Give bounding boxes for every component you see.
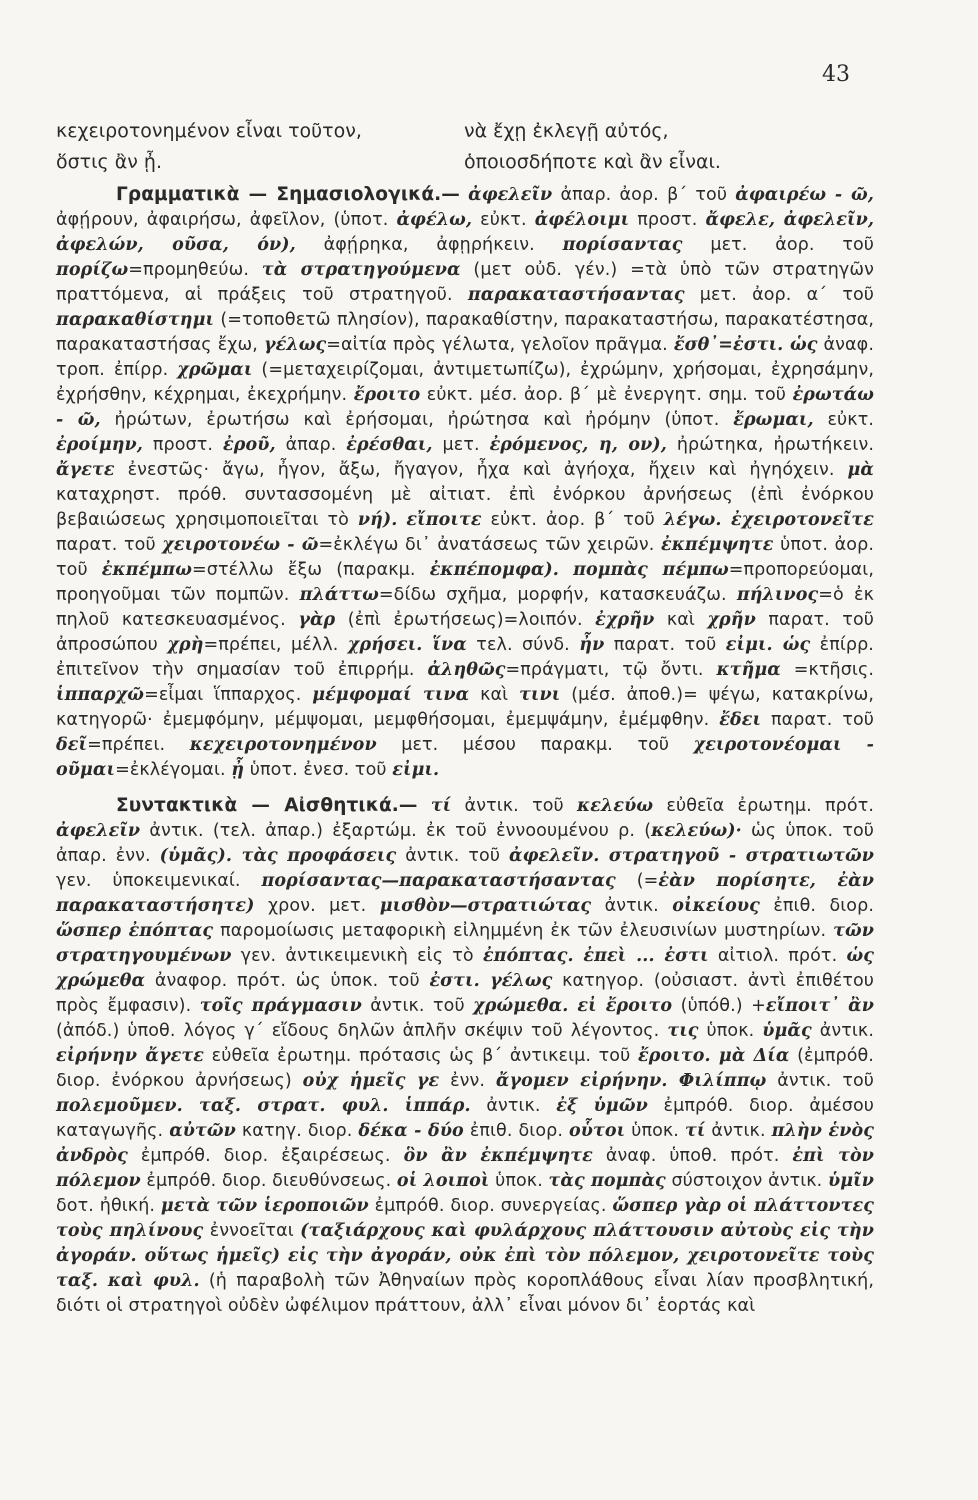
greek-term: τῶν στρατηγουμένων [56, 921, 874, 966]
greek-term: ἐπὶ τὸν πόλεμον [56, 1146, 874, 1191]
commentary-text: προστ. [629, 210, 706, 230]
commentary-text: =ὁ ἐκ πηλοῦ κατεσκευασμένος. [56, 585, 874, 630]
commentary-text: =ἐκλέγομαι. [115, 760, 232, 780]
commentary-text: =αἰτία πρὸς γέλωτα, γελοῖον πρᾶγμα. [326, 335, 674, 355]
commentary-text: ἀπαρ. ἀορ. β΄ τοῦ [552, 185, 736, 205]
greek-term: χρήσει. ἵνα [347, 635, 467, 655]
greek-term: παρακαθίστημι [56, 310, 215, 330]
commentary-text: =πρέπει, μέλλ. [203, 635, 348, 655]
greek-term: ᾖ [231, 760, 245, 780]
greek-term: πλὴν ἑνὸς ἀνδρὸς [56, 1121, 874, 1166]
greek-term: ἀληθῶς [427, 660, 506, 680]
commentary-text: (μέσ. ἀποθ.)= ψέγω, κατακρίνω, κατηγορῶ· ἐμεμφόμην, μέμψομαι, μεμφθήσομαι, ἐμεμψάμην, ἐμέμφθην. [56, 685, 874, 730]
commentary-text: (ἡ παραβολὴ τῶν Ἀθηναίων πρὸς κοροπλάθους εἶναι λίαν προσβλητική, διότι οἱ στρατηγοὶ οὐδὲν ὠφέλιμον πράττουν, ἀλλ᾽ εἶναι μόνον δι᾽ ἑορτάς καὶ [56, 1271, 874, 1316]
greek-term: οἱ λοιποὶ [396, 1171, 490, 1191]
greek-term: τί [684, 1121, 706, 1141]
commentary-text: ἀντικ. [470, 1096, 557, 1116]
greek-term: ἔροιτο. μὰ Δία [638, 1046, 790, 1066]
greek-term: εἴποιτε [406, 510, 482, 530]
commentary-text: (μετ οὐδ. γέν.) =τὰ ὑπὸ τῶν στρατηγῶν πραττόμενα, αἱ πράξεις τοῦ στρατηγοῦ. [56, 260, 874, 305]
greek-term: τὰς πομπὰς [548, 1171, 666, 1191]
commentary-text: ἀντικ. [591, 896, 673, 916]
commentary-text: =δίδω σχῆμα, μορφήν, κατασκευάζω. [378, 585, 737, 605]
commentary-text: =προμηθεύω. [128, 260, 262, 280]
commentary-text: ἠρώτηκα, ἠρωτήκειν. [666, 435, 874, 455]
greek-term: οἰκείους [672, 896, 760, 916]
commentary-text: ἀναφ. ὑποθ. πρότ. [592, 1146, 793, 1166]
commentary-text: =πράγματι, τῷ ὄντι. [505, 660, 717, 680]
greek-term: τοῖς πράγμασιν [199, 996, 362, 1016]
greek-term: εἰμι. ὡς [725, 635, 811, 655]
greek-term: ἀφέλω, [396, 210, 473, 230]
greek-term: ἀφελεῖν [56, 821, 141, 841]
greek-term: πορίζω [56, 260, 129, 280]
commentary-text: ἀναφορ. πρότ. ὡς ὑποκ. τοῦ [145, 971, 430, 991]
greek-term: χειροτονέω - ῶ [162, 535, 319, 555]
commentary-text: ἐμπρόθ. διορ. διευθύνσεως. [140, 1171, 397, 1191]
section-heading: Συντακτικὰ — Αἰσθητικά.— [116, 795, 418, 816]
greek-term: ἀφελεῖν. στρατηγοῦ - στρατιωτῶν [509, 846, 875, 866]
commentary-text: (ἐπὶ ἐρωτήσεως)=λοιπόν. [335, 610, 596, 630]
greek-term: τινι [519, 685, 561, 705]
commentary-text: ἠρώτων, ἐρωτήσω καὶ ἐρήσομαι, ἠρώτησα καὶ ἠρόμην (ὑποτ. [100, 410, 734, 430]
couplet-original: κεχειροτονημένον εἶναι τοῦτον, [56, 120, 362, 142]
commentary-text: εὐθεῖα ἐρωτημ. πρότασις ὡς β΄ ἀντικειμ. τοῦ [203, 1046, 639, 1066]
greek-term: πήλινος [736, 585, 819, 605]
greek-term: πομπὰς πέμπω [573, 560, 729, 580]
commentary-text: (=μεταχειρίζομαι, ἀντιμετωπίζω), ἐχρώμην, χρήσομαι, ἐχρησάμην, ἐχρήσθην, κέχρημαι, ἐκεχρήμην. [56, 360, 874, 405]
grammar-section [56, 182, 874, 783]
commentary-text: παρομοίωσις μεταφορικὴ εἰλημμένη ἐκ τῶν ἐλευσινίων μυστηρίων. [213, 921, 834, 941]
commentary-text: ὑποτ. ἀορ. τοῦ [56, 535, 874, 580]
greek-term: εἰρήνην ἄγετε [56, 1046, 204, 1066]
commentary-text: =προπορεύομαι, προηγοῦμαι τῶν πομπῶν. [56, 560, 874, 605]
greek-term: ἐκπέμπω [101, 560, 192, 580]
commentary-text: παρατ. τοῦ ἀπροσώπου [56, 610, 874, 655]
greek-term: πορίσαντας [562, 235, 683, 255]
greek-term: ἐρόμενος, η, ον), [489, 435, 667, 455]
greek-term: ἱππαρχῶ [56, 685, 145, 705]
couplet-row [56, 116, 916, 147]
greek-term: πορίσαντας—παρακαταστήσαντας [261, 871, 616, 891]
greek-term: ἦν [579, 635, 605, 655]
commentary-text: χρον. μετ. [254, 896, 380, 916]
greek-term: οὗτοι [569, 1121, 626, 1141]
greek-term: ἐρέσθαι, [346, 435, 433, 455]
greek-term: ἐπόπτας. ἐπεὶ ... ἐστι [482, 946, 709, 966]
commentary-text: ἐμπρόθ. διορ. συνεργείας. [368, 1196, 613, 1216]
commentary-body [56, 182, 874, 1319]
commentary-text: παρατ. τοῦ [761, 710, 874, 730]
greek-term: τὰ στρατηγούμενα [261, 260, 461, 280]
commentary-text: μετ. ἀορ. τοῦ [682, 235, 875, 255]
commentary-text: ὑποκ. [698, 1021, 763, 1041]
greek-term: (ταξιάρχους καὶ φυλάρχους πλάττουσιν αὐτοὺς εἰς τὴν ἀγοράν. οὕτως ἡμεῖς) εἰς τὴν ἀγοράν, οὐκ ἐπὶ τὸν πόλεμον, χειροτονεῖτε τοὺς ταξ. καὶ φυλ. [56, 1221, 874, 1291]
greek-term: ἐροῦ, [222, 435, 276, 455]
greek-term: ὡς χρώμεθα [56, 946, 874, 991]
greek-term: ἐρωτάω - ῶ, [56, 385, 875, 430]
commentary-text: =πρέπει. [87, 735, 190, 755]
commentary-text: (=τοποθετῶ πλησίον), παρακαθίστην, παρακαταστήσω, παρακατέστησα, παρακαταστήσας ἔχω, [56, 310, 874, 355]
commentary-text: ὡς ὑποκ. τοῦ ἀπαρ. ἐνν. [56, 821, 874, 866]
greek-term: ὑμᾶς [762, 1021, 812, 1041]
commentary-text: ἐπιθ. διορ. [759, 896, 874, 916]
commentary-text: εὐκτ. [472, 210, 535, 230]
greek-term: μετὰ τῶν ἱεροποιῶν [160, 1196, 369, 1216]
commentary-text: (= [615, 871, 659, 891]
commentary-text: ἐμπρόθ. διορ. ἐξαιρέσεως. [127, 1146, 404, 1166]
greek-term: χρώμεθα. εἰ ἔροιτο [473, 996, 673, 1016]
commentary-text: ἀντικ. [705, 1121, 772, 1141]
greek-term: δεῖ [56, 735, 88, 755]
commentary-text: ἐμπρόθ. διορ. ἀμέσου καταγωγῆς. [56, 1096, 874, 1141]
greek-term: ἀφαιρέω - ῶ, [735, 185, 874, 205]
greek-term: μέμφομαί τινα [312, 685, 470, 705]
commentary-text: ὑποκ. [489, 1171, 549, 1191]
greek-term: αὐτῶν [169, 1121, 236, 1141]
couplet-row [56, 147, 916, 178]
syntax-section [56, 793, 874, 1319]
greek-term: ἔδει [719, 710, 762, 730]
commentary-text: ἀντικ. (τελ. ἀπαρ.) ἐξαρτώμ. ἐκ τοῦ ἐννοουμένου ρ. ( [140, 821, 652, 841]
greek-term: ἐκπέμψητε [660, 535, 774, 555]
greek-term: χρῆν [707, 610, 756, 630]
commentary-text: γεν. ὑποκειμενικαί. [56, 871, 262, 891]
greek-term: μὰ [847, 460, 874, 480]
greek-term: ἔρωμαι, [733, 410, 814, 430]
commentary-text: κατηγορ. (οὐσιαστ. ἀντὶ ἐπιθέτου πρὸς ἔμφασιν). [56, 971, 874, 1016]
greek-term: ἐχρῆν [595, 610, 655, 630]
greek-term: ὃν ἂν ἐκπέμψητε [403, 1146, 593, 1166]
commentary-text: =ἐκλέγω δι᾽ ἀνατάσεως τῶν χειρῶν. [318, 535, 661, 555]
commentary-text: εὐκτ. μέσ. ἀορ. β΄ μὲ ἐνεργητ. σημ. τοῦ [420, 385, 793, 405]
commentary-text: ὑποτ. ἐνεσ. τοῦ [244, 760, 393, 780]
commentary-text: τελ. σύνδ. [466, 635, 580, 655]
translation-couplet [56, 116, 916, 178]
commentary-text: εὐθεῖα ἐρωτημ. πρότ. [653, 796, 874, 816]
greek-term: ἔροιτο [353, 385, 421, 405]
greek-term: γὰρ [298, 610, 336, 630]
greek-term: νή). [357, 510, 398, 530]
commentary-text: ἐνεστῶς· ἄγω, ἦγον, ἄξω, ἤγαγον, ἦχα καὶ ἀγήοχα, ἤχειν καὶ ἠγηόχειν. [114, 460, 848, 480]
commentary-text: ἀφῄρουν, ἀφαιρήσω, ἀφεῖλον, (ὑποτ. [56, 210, 397, 230]
commentary-text: (ὑπόθ.) + [672, 996, 766, 1016]
greek-term: δέκα - δύο [358, 1121, 464, 1141]
greek-term: χρὴ [167, 635, 204, 655]
commentary-text: δοτ. ἠθική. [56, 1196, 161, 1216]
commentary-text: εὐκτ. ἀορ. β΄ τοῦ [481, 510, 664, 530]
greek-term: παρακαταστήσαντας [467, 285, 685, 305]
commentary-text: (ἀπόδ.) ὑποθ. λόγος γ΄ εἴδους δηλῶν ἁπλῆν σκέψιν τοῦ λέγοντος. [56, 1021, 668, 1041]
greek-term: ἐστι. γέλως [429, 971, 553, 991]
greek-term: πολεμοῦμεν. ταξ. στρατ. φυλ. ἱππάρ. [56, 1096, 471, 1116]
commentary-text: ἀντικ. [811, 1021, 874, 1041]
greek-term: κεχειροτονημένον [189, 735, 377, 755]
commentary-text: εὐκτ. [813, 410, 874, 430]
commentary-text: (ἐμπρόθ. διορ. ἐνόρκου ἀρνήσεως) [56, 1046, 874, 1091]
greek-term: κελεύω)· [651, 821, 742, 841]
greek-term: ἐκπέπομφα). [429, 560, 559, 580]
greek-term: γέλως [263, 335, 327, 355]
greek-term: πλάττω [299, 585, 379, 605]
commentary-text: =στέλλω ἔξω (παρακμ. [191, 560, 430, 580]
greek-term: ὥσπερ ἐπόπτας [56, 921, 214, 941]
greek-term: τί [430, 796, 452, 816]
commentary-text: ἀναφ. τροπ. ἐπίρρ. [56, 335, 874, 380]
greek-term: ἐροίμην, [56, 435, 143, 455]
commentary-text: γεν. ἀντικειμενικὴ εἰς τὸ [231, 946, 483, 966]
greek-term: ἐὰν πορίσητε, ἐὰν παρακαταστήσητε) [56, 871, 874, 916]
couplet-translation: ὁποιοσδήποτε καὶ ἂν εἶναι. [464, 151, 721, 173]
commentary-text: ὑποκ. [625, 1121, 685, 1141]
commentary-text: ἐννοεῖται [203, 1221, 301, 1241]
greek-term: τις [667, 1021, 699, 1041]
commentary-text: σύστοιχον ἀντικ. [665, 1171, 829, 1191]
commentary-text: καταχρηστ. πρόθ. συντασσομένη μὲ αἰτιατ. ἐπὶ ἐνόρκου ἀρνήσεως (ἐπὶ ἐνόρκου βεβαιώσεως χρησιμοποιεῖται τὸ [56, 485, 874, 530]
greek-term: οὐχ ἡμεῖς γε [302, 1071, 440, 1091]
page-number: 43 [822, 62, 850, 87]
greek-term: ἔσθ᾽=ἐστι. ὡς [673, 335, 818, 355]
commentary-text: =εἶμαι ἵππαρχος. [144, 685, 313, 705]
couplet-original: ὅστις ἂν ᾖ. [56, 151, 162, 173]
greek-term: (ὑμᾶς). τὰς προφάσεις [159, 846, 397, 866]
greek-term: ὥσπερ γὰρ οἱ πλάττοντες τοὺς πηλίνους [56, 1196, 874, 1241]
commentary-text: καὶ [469, 685, 520, 705]
commentary-text: αἰτιολ. πρότ. [708, 946, 847, 966]
commentary-text: ἀφῄρηκα, ἀφῃρήκειν. [295, 235, 563, 255]
commentary-text: ἀντικ. τοῦ [361, 996, 474, 1016]
commentary-text: παρατ. τοῦ [604, 635, 726, 655]
commentary-text: ἐπιθ. διορ. [463, 1121, 569, 1141]
greek-term: ἄφελε, ἀφελεῖν, ἀφελών, οῦσα, όν), [56, 210, 875, 255]
greek-term: ἄγετε [56, 460, 115, 480]
commentary-text: ἀπαρ. [275, 435, 347, 455]
greek-term: εἰμι. [392, 760, 440, 780]
commentary-text: μετ. μέσου παρακμ. τοῦ [376, 735, 694, 755]
greek-term: ἀφέλοιμι [534, 210, 630, 230]
greek-term: μισθὸν—στρατιώτας [379, 896, 592, 916]
section-heading: Γραμματικὰ — Σημασιολογικά.— [116, 184, 460, 205]
commentary-text: ἀντικ. τοῦ [766, 1071, 874, 1091]
commentary-text: μετ. ἀορ. α΄ τοῦ [684, 285, 874, 305]
commentary-text: ἐνν. [439, 1071, 496, 1091]
commentary-text: =κτῆσις. [780, 660, 874, 680]
greek-term: χρῶμαι [177, 360, 253, 380]
couplet-translation: νὰ ἔχῃ ἐκλεγῇ αὐτός, [464, 120, 669, 142]
greek-term: χειροτονέομαι - οῦμαι [56, 735, 874, 780]
commentary-text: καὶ [654, 610, 708, 630]
commentary-text: παρατ. τοῦ [56, 535, 163, 555]
greek-term: κτῆμα [716, 660, 781, 680]
greek-term: ἄγομεν εἰρήνην. Φιλίππῳ [495, 1071, 767, 1091]
commentary-text: ἀντικ. τοῦ [451, 796, 578, 816]
greek-term: ἀφελεῖν [468, 185, 553, 205]
commentary-text [559, 560, 573, 580]
greek-term: κελεύω [577, 796, 654, 816]
greek-term: ἐξ ὑμῶν [556, 1096, 648, 1116]
commentary-text: κατηγ. διορ. [235, 1121, 359, 1141]
greek-term: εἴποιτ᾽ ἂν [765, 996, 874, 1016]
commentary-text: μετ. [432, 435, 490, 455]
greek-term: λέγω. ἐχειροτονεῖτε [663, 510, 874, 530]
greek-term: ὑμῖν [828, 1171, 874, 1191]
commentary-text: ἐπίρρ. ἐπιτεῖνον τὴν σημασίαν τοῦ ἐπιρρήμ. [56, 635, 874, 680]
commentary-text: προστ. [142, 435, 223, 455]
commentary-text: ἀντικ. τοῦ [396, 846, 510, 866]
